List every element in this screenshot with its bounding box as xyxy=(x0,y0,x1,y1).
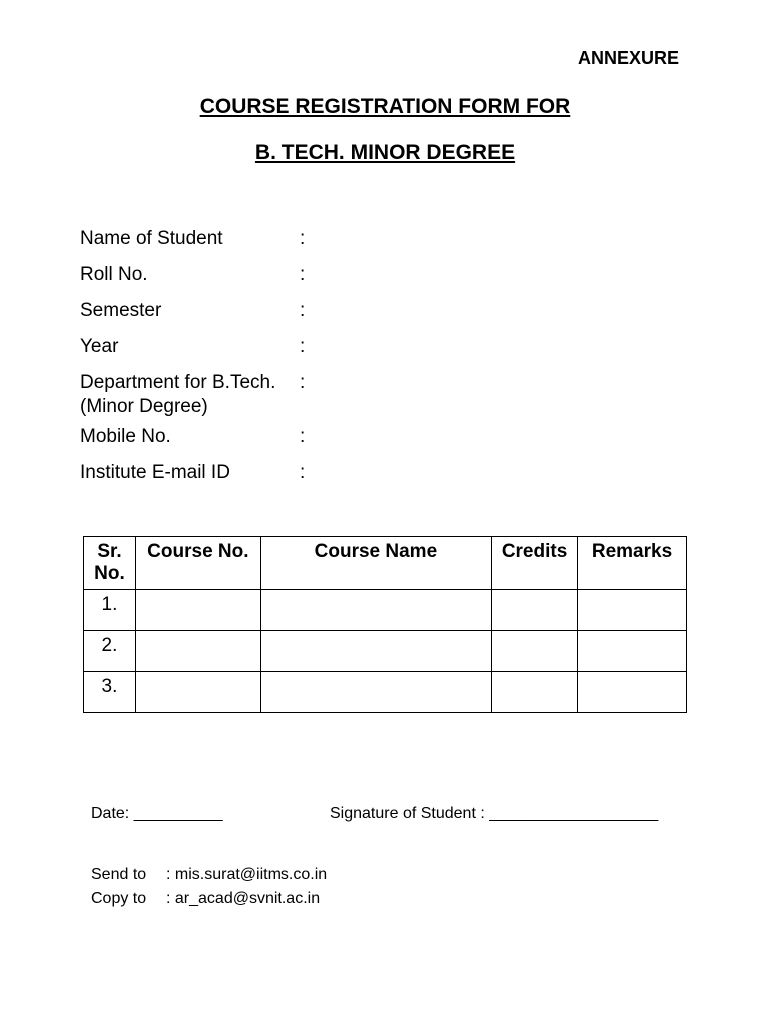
course-no-cell xyxy=(135,590,260,631)
credits-cell xyxy=(492,631,578,672)
course-name-cell xyxy=(260,672,491,713)
remarks-cell xyxy=(578,672,687,713)
header-course-name: Course Name xyxy=(260,537,491,590)
send-to-email: : mis.surat@iitms.co.in xyxy=(166,866,328,883)
remarks-cell xyxy=(578,590,687,631)
field-colon-roll-no: : xyxy=(300,264,306,285)
send-to-label: Send to xyxy=(91,866,147,883)
field-colon-name: : xyxy=(300,228,306,249)
field-label-roll-no: Roll No. xyxy=(80,264,148,285)
course-no-cell xyxy=(135,672,260,713)
table-row xyxy=(84,631,687,672)
course-no-cell xyxy=(135,631,260,672)
table-header-row xyxy=(84,537,687,590)
field-label-department: Department for B.Tech. xyxy=(80,372,276,393)
form-title-line2: B. TECH. MINOR DEGREE xyxy=(254,141,516,164)
date-line: Date: __________ xyxy=(91,805,223,822)
copy-to-email: : ar_acad@svnit.ac.in xyxy=(166,890,321,907)
header-sr-line1: Sr. xyxy=(97,541,122,562)
field-colon-mobile: : xyxy=(300,426,306,447)
header-course-no: Course No. xyxy=(135,537,260,590)
credits-cell xyxy=(492,672,578,713)
field-label-department-line2: (Minor Degree) xyxy=(80,396,208,417)
header-sr-no xyxy=(84,537,136,590)
field-colon-year: : xyxy=(300,336,306,357)
field-label-semester: Semester xyxy=(80,300,162,321)
row-sr-cell: 3. xyxy=(84,672,136,713)
field-label-year: Year xyxy=(80,336,119,357)
field-colon-email: : xyxy=(300,462,306,483)
header-credits: Credits xyxy=(492,537,578,590)
copy-to-label: Copy to xyxy=(91,890,147,907)
annexure-label: ANNEXURE xyxy=(577,48,679,68)
header-sr-line2: No. xyxy=(94,563,125,584)
course-name-cell xyxy=(260,590,491,631)
field-label-name: Name of Student xyxy=(80,228,223,249)
field-colon-department: : xyxy=(300,372,306,393)
row-sr-cell: 1. xyxy=(84,590,136,631)
table-row xyxy=(84,672,687,713)
credits-cell xyxy=(492,590,578,631)
course-name-cell xyxy=(260,631,491,672)
signature-line: Signature of Student : ___________________ xyxy=(330,805,659,822)
form-title-line1: COURSE REGISTRATION FORM FOR xyxy=(199,95,571,118)
row-sr-cell: 2. xyxy=(84,631,136,672)
remarks-cell xyxy=(578,631,687,672)
course-table xyxy=(83,536,687,713)
field-colon-semester: : xyxy=(300,300,306,321)
table-row xyxy=(84,590,687,631)
header-remarks: Remarks xyxy=(578,537,687,590)
field-label-email: Institute E-mail ID xyxy=(80,462,230,483)
field-label-mobile: Mobile No. xyxy=(80,426,171,447)
